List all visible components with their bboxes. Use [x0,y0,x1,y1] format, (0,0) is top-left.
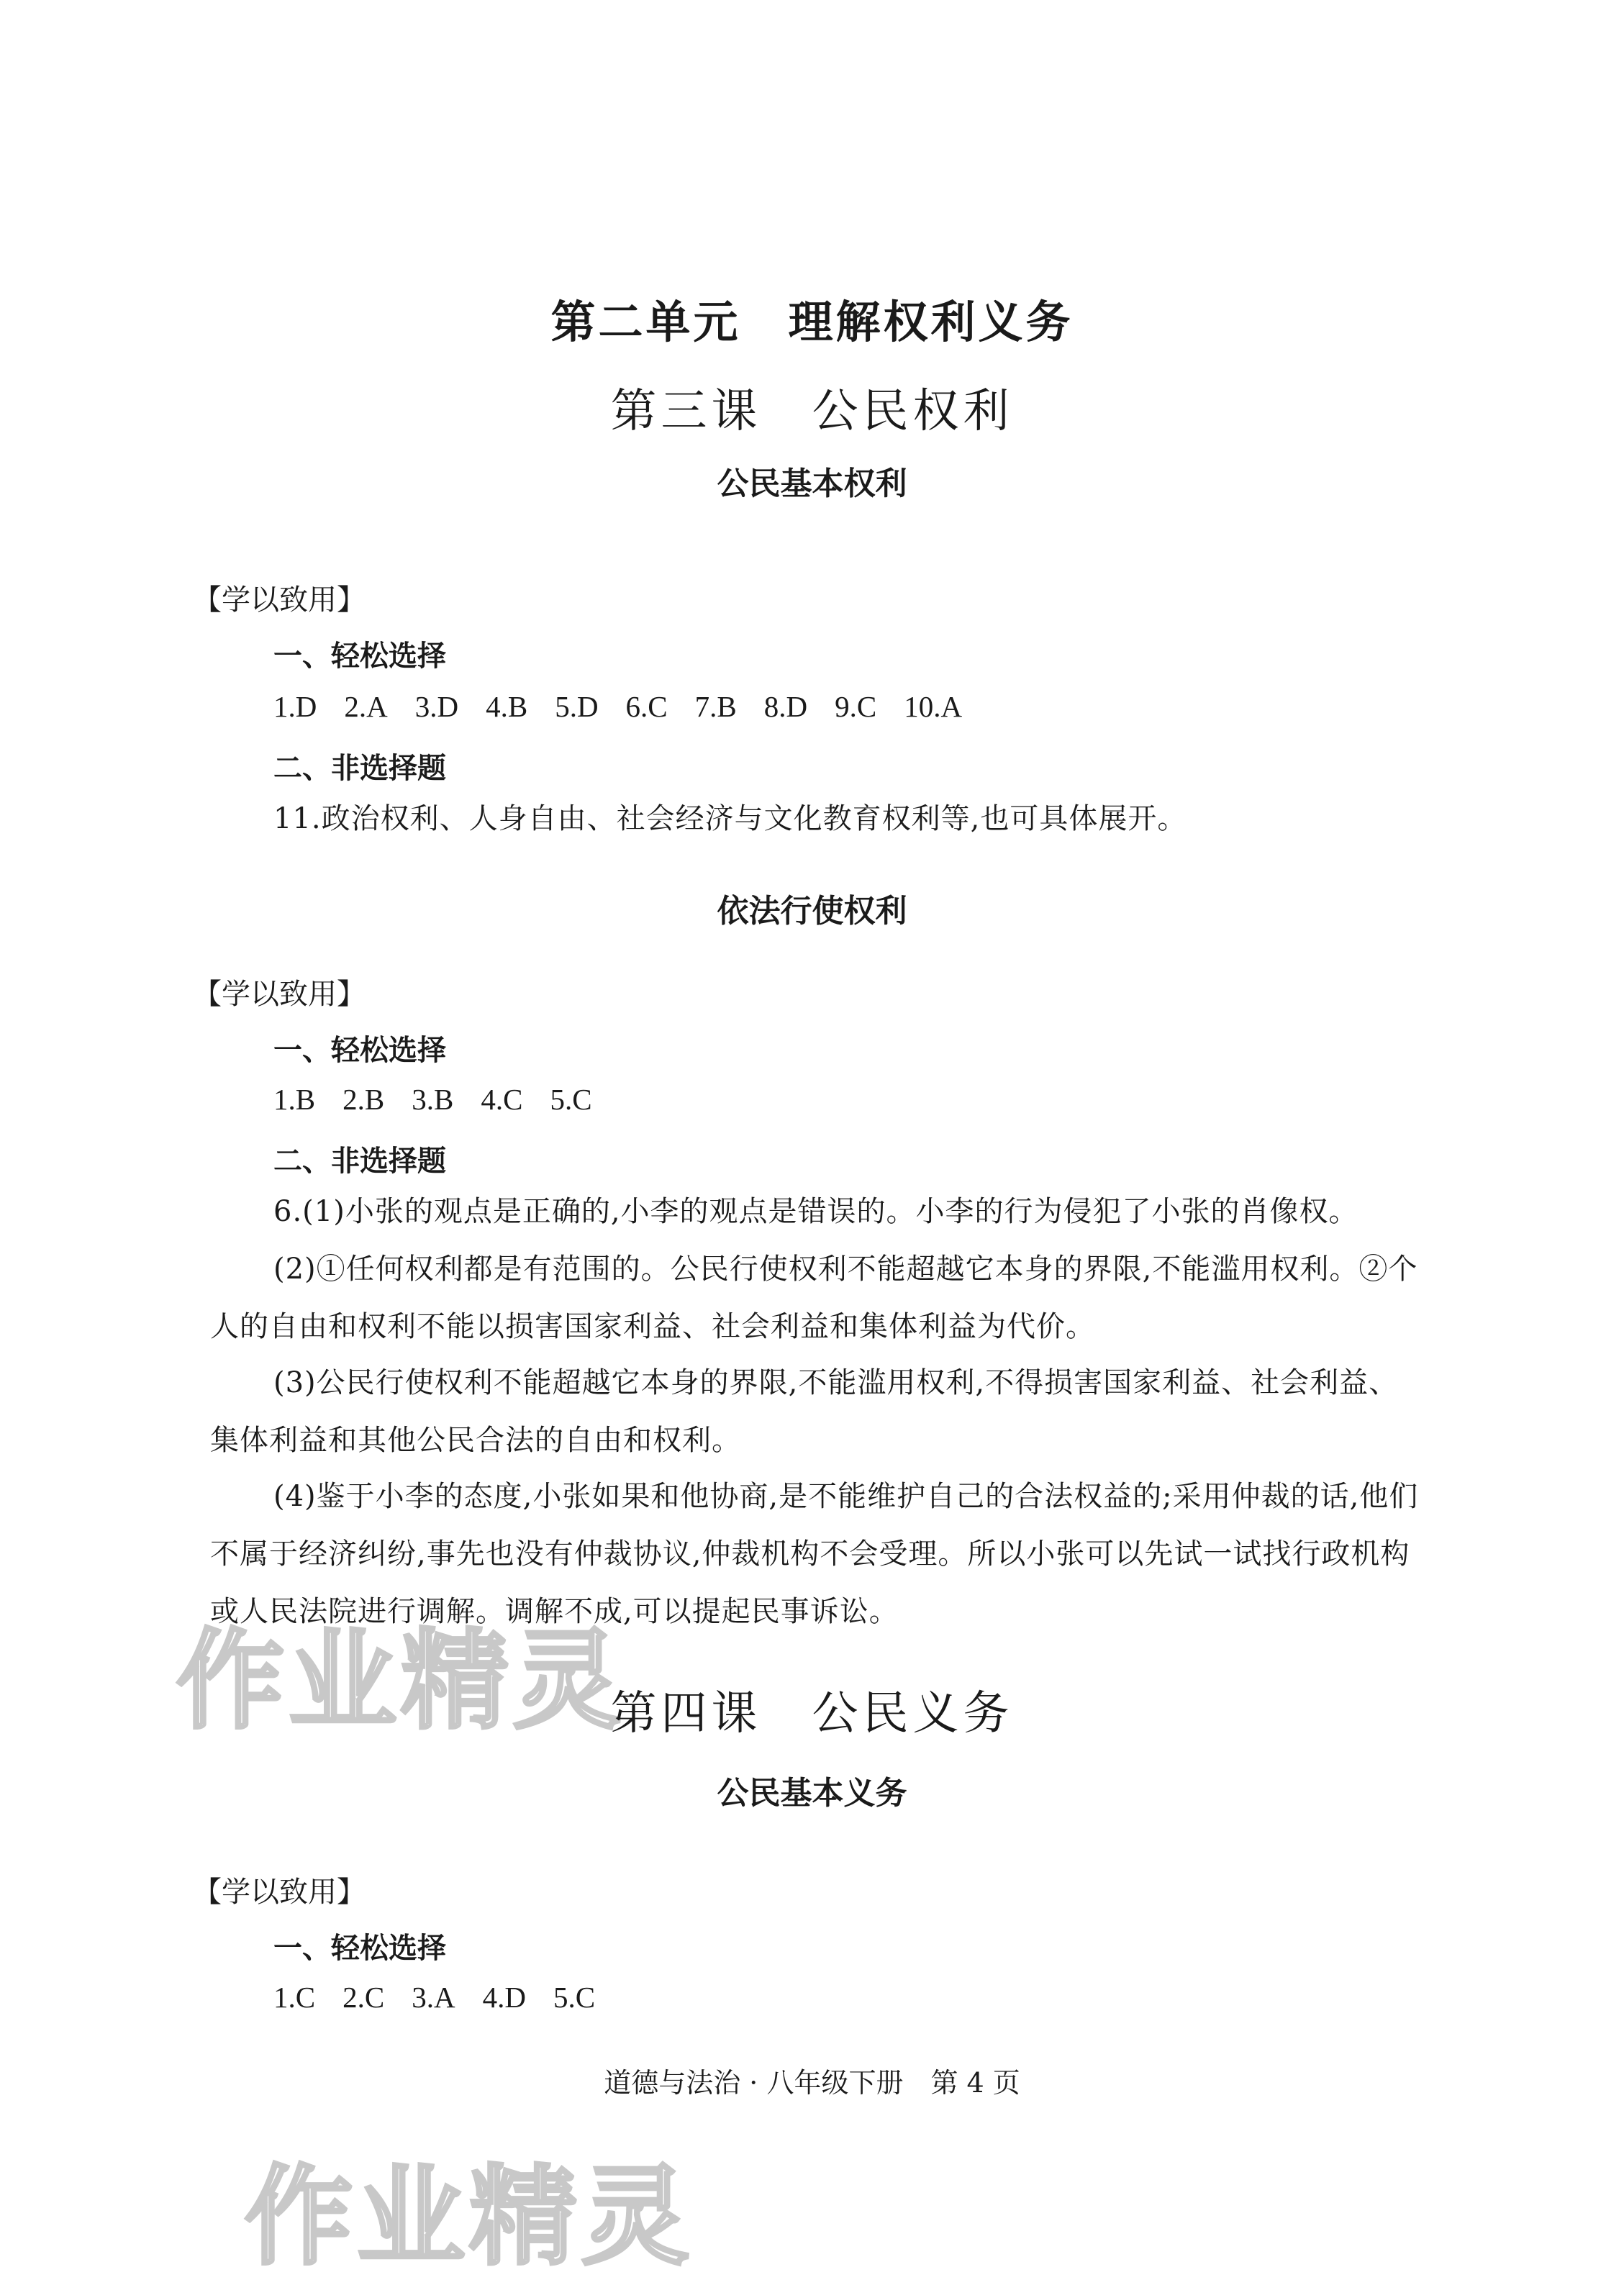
answer-item: 1.C [273,1981,316,2014]
answer-item: 3.A [412,1981,455,2014]
section-title-basic-rights: 公民基本权利 [717,465,907,502]
study-label: 【学以致用】 [193,978,366,1011]
answer-item: 4.B [486,690,528,723]
nonchoice-heading: 二、非选择题 [273,1145,446,1178]
choice-heading: 一、轻松选择 [273,640,446,673]
answer-item: 3.D [414,690,459,723]
answer-item: 6.C [625,690,668,723]
answer-paragraph-q6-1: 6.(1)小张的观点是正确的,小李的观点是错误的。小李的行为侵犯了小张的肖像权。 [273,1195,1358,1228]
lesson-3-title: 第三课 公民权利 [610,385,1014,438]
choice-answers-row [273,1980,622,2014]
choice-answers-row [273,1082,620,1117]
answer-item: 1.D [273,690,317,723]
section-title-basic-duties: 公民基本义务 [717,1775,907,1812]
answer-paragraph-q6-4: (4)鉴于小李的态度,小张如果和他协商,是不能维护自己的合法权益的;采用仲裁的话,他们不属于经济纠纷,事先也没有仲裁协议,仲裁机构不会受理。所以小张可以先试一试找行政机构或人民法院进行调解。调解不成,可以提起民事诉讼。 [210,1480,1419,1628]
answer-item: 2.B [343,1083,385,1116]
answer-item: 4.D [482,1981,526,2014]
lesson-4-title: 第四课 公民义务 [610,1687,1014,1740]
answer-item: 2.C [343,1981,385,2014]
section-title-exercise-rights: 依法行使权利 [717,893,907,930]
choice-heading: 一、轻松选择 [273,1932,446,1965]
watermark-logo: 作业精灵 [176,1619,626,1744]
answer-paragraph-q6-3: (3)公民行使权利不能超越它本身的界限,不能滥用权利,不得损害国家利益、社会利益、集体利益和其他公民合法的自由和权利。 [210,1366,1399,1457]
choice-answers-row [273,689,989,724]
answer-item: 7.B [694,690,737,723]
page-footer: 道德与法治 · 八年级下册 第 4 页 [604,2067,1020,2099]
answer-item: 8.D [763,690,808,723]
answer-item: 5.C [553,1981,596,2014]
choice-heading: 一、轻松选择 [273,1034,446,1067]
answer-paragraph-q11: 11.政治权利、人身自由、社会经济与文化教育权利等,也可具体展开。 [273,802,1187,835]
watermark-logo: 作业精灵 [245,2155,694,2280]
answer-item: 9.C [835,690,877,723]
study-label: 【学以致用】 [193,583,366,617]
answer-paragraph-q6-2: (2)①任何权利都是有范围的。公民行使权利不能超越它本身的界限,不能滥用权利。②个人的自由和权利不能以损害国家利益、社会利益和集体利益为代价。 [210,1253,1418,1343]
nonchoice-heading: 二、非选择题 [273,752,446,785]
study-label: 【学以致用】 [193,1876,366,1909]
answer-item: 5.C [550,1083,592,1116]
unit-title: 第二单元 理解权利义务 [550,296,1074,348]
answer-item: 1.B [273,1083,316,1116]
answer-item: 3.B [412,1083,454,1116]
answer-item: 2.A [344,690,388,723]
answer-item: 4.C [481,1083,523,1116]
answer-item: 10.A [904,690,963,723]
answer-item: 5.D [555,690,599,723]
